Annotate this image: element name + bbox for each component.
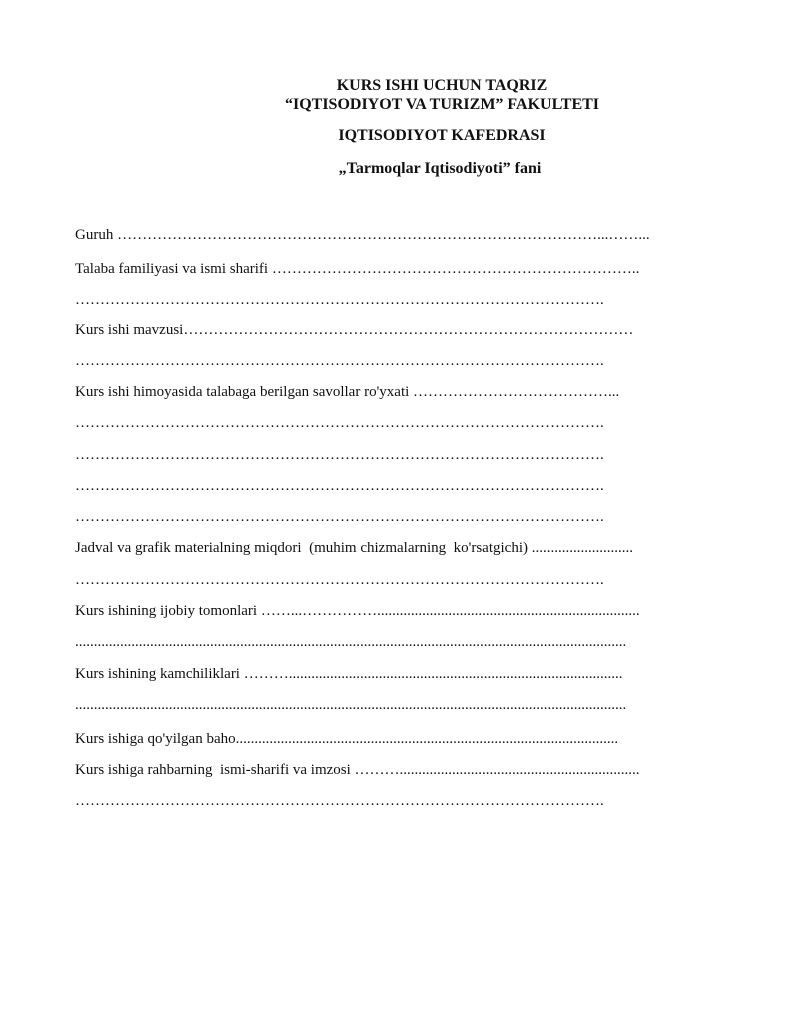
field-label: Kurs ishi himoyasida talabaga berilgan savollar ro'yxati — [75, 384, 414, 400]
fill-dots: ……...……………...................................................................... — [260, 603, 640, 619]
field-label: Kurs ishiga qo'yilgan baho — [75, 731, 236, 747]
group-field[interactable] — [75, 225, 758, 245]
department-name: IQTISODIYOT KAFEDRASI — [338, 127, 546, 144]
subject-name: „Tarmoqlar Iqtisodiyoti” fani — [338, 160, 542, 177]
fill-dots: ................................................................................................................................................... — [75, 634, 627, 650]
student-name-field[interactable] — [75, 259, 758, 279]
topic-field[interactable] — [75, 320, 758, 340]
tables-graphics-field-continued[interactable] — [75, 570, 758, 590]
fill-dots: ……………………………………………………………………………………………. — [75, 292, 604, 308]
fill-dots: ……………………………………………………………………………………………. — [75, 793, 604, 809]
defense-questions-line-3[interactable] — [75, 445, 758, 465]
field-label: Kurs ishi mavzusi — [75, 322, 184, 338]
fill-dots: ……………………………………………………………………………………………. — [75, 415, 604, 431]
faculty-name: “IQTISODIYOT VA TURIZM” FAKULTETI — [284, 96, 600, 113]
field-label: Kurs ishining ijobiy tomonlari — [75, 603, 261, 619]
supervisor-signature-field-continued[interactable] — [75, 791, 758, 811]
fill-dots: ……………………………………………………………………………………………. — [75, 572, 604, 588]
field-label: Guruh — [75, 227, 118, 243]
fill-dots: ........................... — [531, 540, 633, 556]
document-title: KURS ISHI UCHUN TAQRIZ — [336, 77, 548, 94]
field-label: Jadval va grafik materialning miqdori (muhim chizmalarning ko'rsatgichi) — [75, 540, 532, 556]
defense-questions-line-4[interactable] — [75, 476, 758, 496]
fill-dots: ………................................................................ — [354, 762, 640, 778]
positive-aspects-field[interactable] — [75, 601, 758, 621]
fill-dots: ...................................................................................................... — [235, 731, 619, 747]
fill-dots: ……………………………………………………………………………………………. — [75, 353, 604, 369]
shortcomings-field-continued[interactable] — [75, 695, 758, 715]
positive-aspects-field-continued[interactable] — [75, 632, 758, 652]
fill-dots: ………......................................................................................... — [243, 666, 623, 682]
fill-dots: ……………………………………………………………………………………………. — [75, 447, 604, 463]
supervisor-signature-field[interactable] — [75, 760, 758, 780]
defense-questions-field[interactable] — [75, 382, 758, 402]
field-label: Kurs ishining kamchiliklari — [75, 666, 244, 682]
fill-dots: ……………………………………………………………………………… — [183, 322, 634, 338]
fill-dots: ……………………………………………………………………………………………. — [75, 478, 604, 494]
defense-questions-line-5[interactable] — [75, 507, 758, 527]
field-label: Talaba familiyasi va ismi sharifi — [75, 261, 272, 277]
fill-dots: ……………………………………………………………………………………………. — [75, 509, 604, 525]
student-name-field-continued[interactable] — [75, 290, 758, 310]
fill-dots: ……………………………………………………………….. — [271, 261, 640, 277]
defense-questions-line-2[interactable] — [75, 413, 758, 433]
fill-dots: ……………………………………………………………………………………...……... — [117, 227, 650, 243]
tables-graphics-field[interactable] — [75, 538, 758, 558]
fill-dots: ................................................................................................................................................... — [75, 697, 627, 713]
shortcomings-field[interactable] — [75, 664, 758, 684]
fill-dots: …………………………………... — [413, 384, 620, 400]
topic-field-continued[interactable] — [75, 351, 758, 371]
field-label: Kurs ishiga rahbarning ismi-sharifi va imzosi — [75, 762, 355, 778]
grade-field[interactable] — [75, 729, 758, 749]
